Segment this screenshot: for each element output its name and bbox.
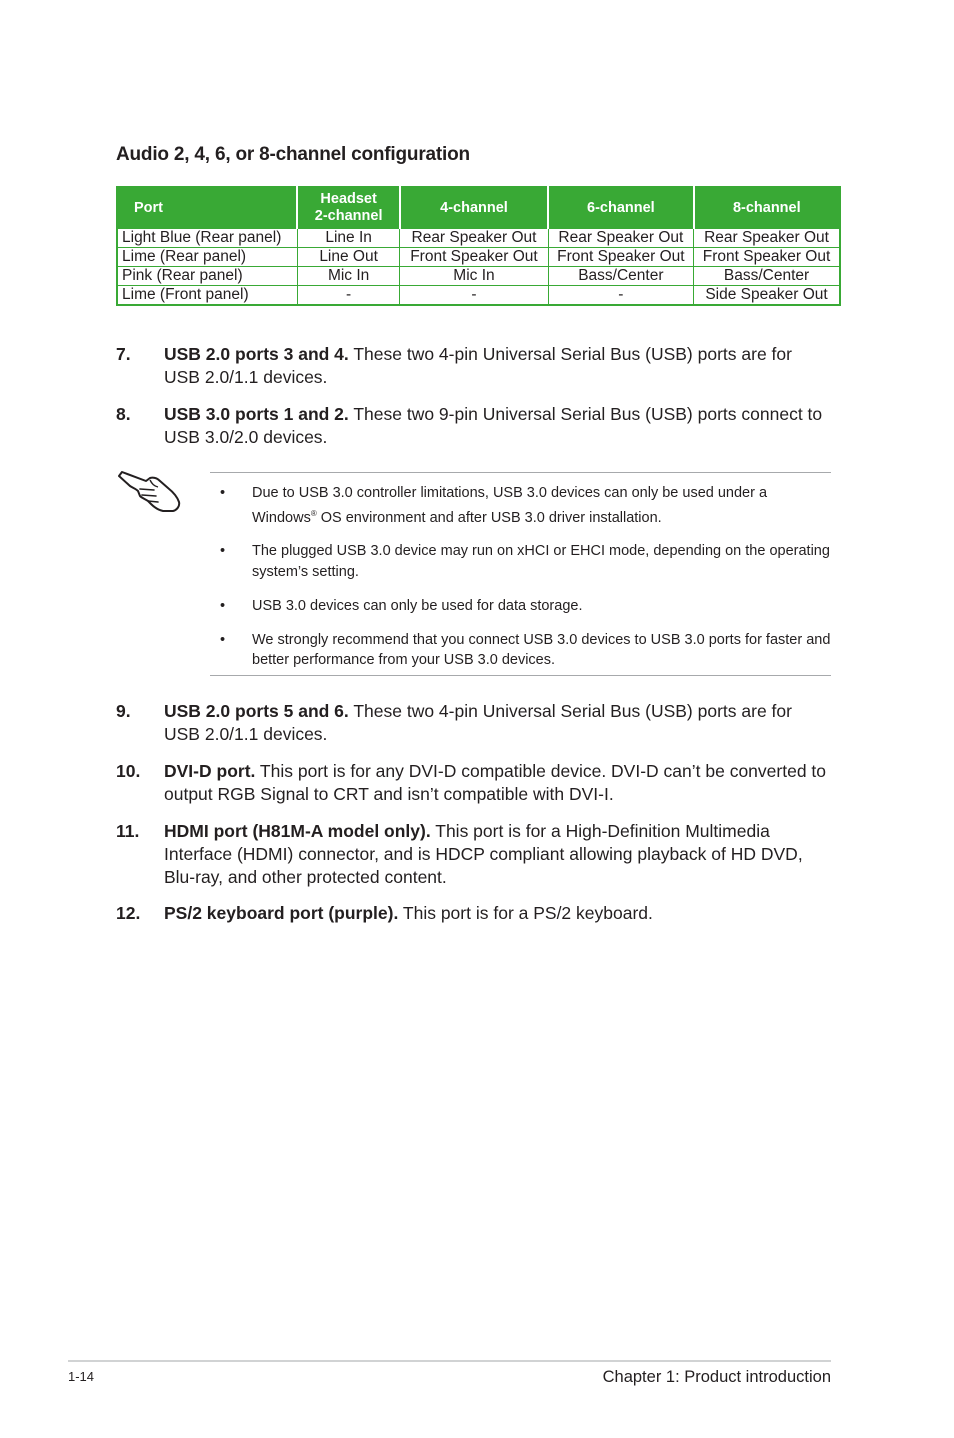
item-body [164, 902, 831, 925]
item-title: DVI-D port. [164, 761, 256, 781]
table-cell: Rear Speaker Out [694, 229, 840, 248]
item-body [164, 403, 831, 449]
table-cell: Front Speaker Out [548, 248, 693, 267]
item-text: These two 9-pin Universal Serial Bus (USB) ports connect to USB 3.0/2.0 devices. [164, 404, 823, 447]
table-row [117, 229, 840, 248]
table-cell: Line Out [297, 248, 399, 267]
table-row [117, 248, 840, 267]
item-body [164, 760, 831, 806]
table-cell: Line In [297, 229, 399, 248]
note-item [210, 630, 831, 671]
item-text: These two 4-pin Universal Serial Bus (USB) ports are for USB 2.0/1.1 devices. [164, 344, 792, 387]
footer-divider [68, 1360, 831, 1362]
chapter-title: Chapter 1: Product introduction [602, 1368, 831, 1386]
table-cell: Lime (Front panel) [117, 286, 297, 306]
item-number: 8. [116, 404, 131, 424]
item-title: USB 2.0 ports 3 and 4. [164, 344, 349, 364]
note-item [210, 483, 831, 528]
item-title: USB 2.0 ports 5 and 6. [164, 701, 349, 721]
table-cell: Lime (Rear panel) [117, 248, 297, 267]
table-row [117, 286, 840, 306]
list-item-7 [116, 343, 831, 389]
list-item-9 [116, 700, 831, 746]
note-text: Due to USB 3.0 controller limitations, USB 3.0 devices can only be used under a Windows [252, 485, 768, 526]
item-number: 10. [116, 761, 141, 781]
header-headset-2-channel [297, 187, 399, 229]
header-6-channel: 6-channel [548, 187, 693, 229]
header-8-channel: 8-channel [694, 187, 840, 229]
note-item [210, 541, 831, 582]
table-cell: - [297, 286, 399, 306]
bullet: • [220, 597, 226, 614]
table-cell: Front Speaker Out [400, 248, 548, 267]
table-cell: Mic In [297, 267, 399, 286]
header-port: Port [117, 187, 297, 229]
note-text: USB 3.0 devices can only be used for data storage. [252, 597, 583, 614]
table-header-row [117, 187, 840, 229]
audio-config-table [116, 186, 841, 306]
item-number: 11. [116, 821, 140, 841]
table-cell: - [400, 286, 548, 306]
item-text: This port is for any DVI-D compatible device. DVI-D can’t be converted to output RGB Signal to CRT and isn’t compatible with DVI-I. [164, 761, 827, 804]
item-text: These two 4-pin Universal Serial Bus (USB) ports are for USB 2.0/1.1 devices. [164, 701, 792, 744]
table-cell: Pink (Rear panel) [117, 267, 297, 286]
table-cell: Front Speaker Out [694, 248, 840, 267]
note-item [210, 596, 831, 617]
table-row [117, 267, 840, 286]
item-number: 12. [116, 903, 141, 923]
table-cell: - [548, 286, 693, 306]
pointing-hand-icon [116, 466, 182, 514]
section-title: Audio 2, 4, 6, or 8-channel configuration [116, 144, 470, 165]
note-list [210, 483, 831, 684]
note-box [210, 472, 831, 676]
item-body [164, 343, 831, 389]
table-cell: Rear Speaker Out [548, 229, 693, 248]
note-text: The plugged USB 3.0 device may run on xHCI or EHCI mode, depending on the operating system’s setting. [252, 543, 830, 580]
item-number: 9. [116, 701, 131, 721]
item-number: 7. [116, 344, 131, 364]
table-cell: Side Speaker Out [694, 286, 840, 306]
bullet: • [220, 631, 226, 648]
table-cell: Rear Speaker Out [400, 229, 548, 248]
table-cell: Mic In [400, 267, 548, 286]
page-number: 1-14 [68, 1369, 95, 1384]
table-cell: Light Blue (Rear panel) [117, 229, 297, 248]
list-item-10 [116, 760, 831, 806]
note-text: We strongly recommend that you connect USB 3.0 devices to USB 3.0 ports for faster and better performance from your USB 3.0 devices. [252, 631, 831, 669]
bullet: • [220, 543, 226, 560]
item-title: HDMI port (H81M-A model only). [164, 821, 431, 841]
list-item-12 [116, 902, 831, 925]
list-item-8 [116, 403, 831, 449]
item-body [164, 700, 831, 746]
header-headset-line1: Headset [320, 191, 377, 207]
header-4-channel: 4-channel [400, 187, 548, 229]
table-cell: Bass/Center [694, 267, 840, 286]
item-title: PS/2 keyboard port (purple). [164, 903, 399, 923]
registered-mark: ® [310, 508, 317, 518]
item-body [164, 820, 831, 889]
note-text: OS environment and after USB 3.0 driver installation. [316, 509, 662, 526]
list-item-11 [116, 820, 831, 889]
item-text: This port is for a PS/2 keyboard. [398, 903, 653, 923]
table-cell: Bass/Center [548, 267, 693, 286]
item-text: This port is for a High-Definition Multimedia Interface (HDMI) connector, and is HDCP compliant allowing playback of HD DVD, Blu-ray, and other protected content. [164, 821, 803, 887]
header-headset-line2: 2-channel [314, 208, 383, 224]
bullet: • [220, 485, 226, 501]
item-title: USB 3.0 ports 1 and 2. [164, 404, 349, 424]
